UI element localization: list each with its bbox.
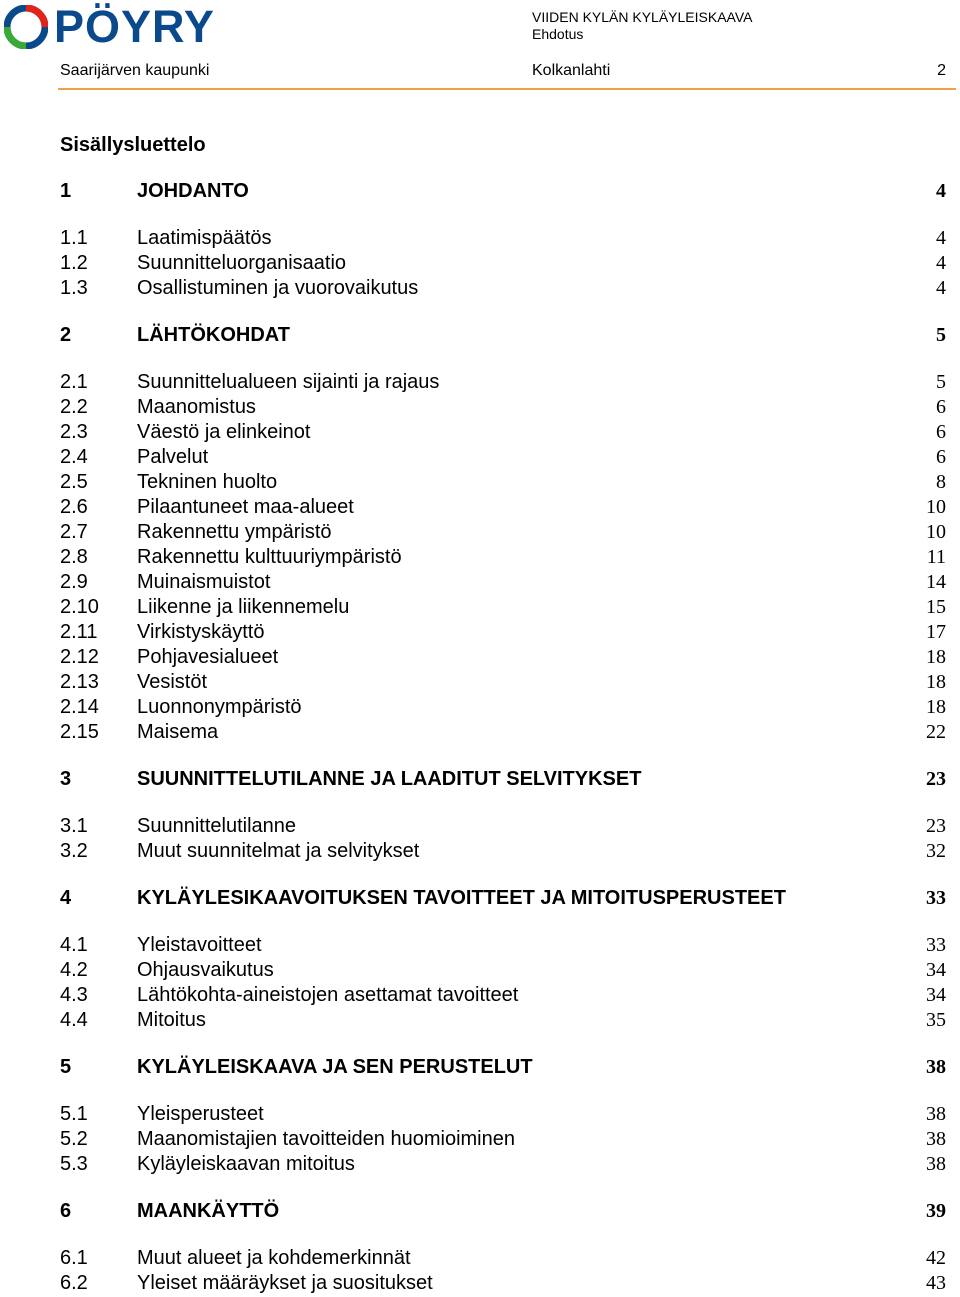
toc-entry-label: Suunnittelutilanne: [137, 815, 297, 837]
toc-entry-label: Maisema: [137, 721, 219, 743]
toc-chapter[interactable]: [60, 1055, 946, 1080]
toc-entry[interactable]: [60, 470, 946, 495]
toc-entry-number: 4.4: [60, 1009, 88, 1031]
toc-chapter[interactable]: [60, 179, 946, 204]
toc-entry-page: 33: [926, 887, 946, 909]
toc-entry-page: 23: [926, 768, 946, 790]
toc-entry[interactable]: [60, 370, 946, 395]
toc-entry-label: LÄHTÖKOHDAT: [137, 324, 290, 346]
toc-entry-label: Pohjavesialueet: [137, 646, 279, 668]
toc-entry-number: 1: [60, 180, 72, 202]
toc-entry[interactable]: [60, 933, 946, 958]
toc-entry-label: Yleistavoitteet: [137, 934, 262, 956]
toc-entry-number: 2.7: [60, 521, 88, 543]
toc-chapter[interactable]: [60, 767, 946, 792]
toc-entry-label: Suunnittelualueen sijainti ja rajaus: [137, 371, 440, 393]
toc-entry-number: 2.13: [60, 671, 99, 693]
toc-entry-page: 38: [926, 1153, 946, 1175]
toc-entry-label: Osallistuminen ja vuorovaikutus: [137, 277, 419, 299]
toc-entry-page: 38: [926, 1103, 946, 1125]
toc-entry-number: 2: [60, 324, 72, 346]
toc-entry-label: Ohjausvaikutus: [137, 959, 274, 981]
toc-entry-page: 17: [926, 621, 946, 643]
toc-entry[interactable]: [60, 595, 946, 620]
toc-entry-number: 2.3: [60, 421, 88, 443]
header-divider: [58, 88, 956, 90]
company-logo: [4, 1, 215, 52]
toc-entry-page: 8: [936, 471, 946, 493]
toc-entry[interactable]: [60, 1152, 946, 1177]
toc-entry-page: 6: [936, 421, 946, 443]
toc-entry-page: 35: [926, 1009, 946, 1031]
toc-entry-label: Mitoitus: [137, 1009, 206, 1031]
toc-entry-label: SUUNNITTELUTILANNE JA LAADITUT SELVITYKSET: [137, 768, 642, 790]
toc-entry-page: 32: [926, 840, 946, 862]
toc-entry-number: 1.2: [60, 252, 88, 274]
toc-entry-page: 18: [926, 646, 946, 668]
toc-entry[interactable]: [60, 620, 946, 645]
toc-entry-label: Luonnonympäristö: [137, 696, 302, 718]
toc-entry-number: 5.2: [60, 1128, 88, 1150]
toc-entry-page: 5: [936, 371, 946, 393]
toc-entry-number: 2.10: [60, 596, 99, 618]
toc-entry-number: 6: [60, 1200, 72, 1222]
toc-entry-page: 34: [926, 959, 946, 981]
toc-entry-page: 10: [926, 496, 946, 518]
toc-entry-label: Virkistyskäyttö: [137, 621, 265, 643]
toc-entry-label: KYLÄYLEISKAAVA JA SEN PERUSTELUT: [137, 1056, 533, 1078]
toc-entry-number: 2.8: [60, 546, 88, 568]
toc-entry-label: Muut suunnitelmat ja selvitykset: [137, 840, 420, 862]
toc-entry-page: 43: [926, 1272, 946, 1294]
toc-entry-label: Pilaantuneet maa-alueet: [137, 496, 354, 518]
toc-entry-label: KYLÄYLESIKAAVOITUKSEN TAVOITTEET JA MITOITUSPERUSTEET: [137, 887, 786, 909]
toc-entry-number: 2.5: [60, 471, 88, 493]
toc-entry-number: 5.1: [60, 1103, 88, 1125]
toc-entry[interactable]: [60, 395, 946, 420]
toc-entry-number: 4: [60, 887, 72, 909]
toc-entry-page: 10: [926, 521, 946, 543]
toc-entry-page: 11: [926, 546, 946, 568]
toc-entry-page: 14: [926, 571, 946, 593]
toc-entry-label: Suunnitteluorganisaatio: [137, 252, 347, 274]
toc-entry-page: 23: [926, 815, 946, 837]
toc-entry-label: Tekninen huolto: [137, 471, 278, 493]
toc-entry-number: 6.1: [60, 1247, 88, 1269]
toc-entry[interactable]: [60, 570, 946, 595]
toc-entry-label: Rakennettu ympäristö: [137, 521, 332, 543]
toc-entry-page: 34: [926, 984, 946, 1006]
page-number: 2: [937, 62, 946, 79]
toc-entry-page: 39: [926, 1200, 946, 1222]
toc-entry[interactable]: [60, 495, 946, 520]
toc-entry-page: 6: [936, 396, 946, 418]
toc-entry-label: Kyläyleiskaavan mitoitus: [137, 1153, 355, 1175]
toc-entry[interactable]: [60, 720, 946, 745]
village-name: Kolkanlahti: [532, 62, 611, 79]
toc-entry-page: 42: [926, 1247, 946, 1269]
toc-chapter[interactable]: [60, 1199, 946, 1224]
toc-entry-page: 18: [926, 671, 946, 693]
toc-entry[interactable]: [60, 670, 946, 695]
toc-entry-label: Vesistöt: [137, 671, 208, 693]
toc-entry-number: 2.15: [60, 721, 99, 743]
toc-entry-number: 3.1: [60, 815, 88, 837]
toc-entry-number: 2.12: [60, 646, 99, 668]
toc-entry-page: 38: [926, 1128, 946, 1150]
toc-entry-page: 5: [936, 324, 946, 346]
toc-entry-label: Yleiset määräykset ja suositukset: [137, 1272, 433, 1294]
toc-entry-page: 4: [936, 277, 946, 299]
municipality-name: Saarijärven kaupunki: [60, 62, 210, 79]
toc-entry-number: 5.3: [60, 1153, 88, 1175]
toc-entry[interactable]: [60, 226, 946, 251]
document-title: VIIDEN KYLÄN KYLÄYLEISKAAVA: [532, 9, 753, 25]
toc-entry-label: Laatimispäätös: [137, 227, 272, 249]
toc-entry-number: 2.2: [60, 396, 88, 418]
toc-entry-number: 2.11: [60, 621, 98, 643]
toc-entry[interactable]: [60, 1246, 946, 1271]
toc-chapter[interactable]: [60, 886, 946, 911]
toc-entry-page: 6: [936, 446, 946, 468]
toc-entry[interactable]: [60, 695, 946, 720]
toc-entry-label: Maanomistajien tavoitteiden huomioiminen: [137, 1128, 515, 1150]
toc-entry-page: 33: [926, 934, 946, 956]
toc-entry[interactable]: [60, 1008, 946, 1033]
poyry-logo-icon: [4, 5, 48, 49]
toc-entry-number: 4.1: [60, 934, 88, 956]
toc-entry-label: Väestö ja elinkeinot: [137, 421, 311, 443]
toc-entry-number: 4.3: [60, 984, 88, 1006]
toc-entry[interactable]: [60, 645, 946, 670]
toc-entry[interactable]: [60, 545, 946, 570]
toc-entry-number: 2.14: [60, 696, 99, 718]
toc-entry[interactable]: [60, 276, 946, 301]
toc-entry-page: 4: [936, 227, 946, 249]
logo-wordmark: PÖYRY: [54, 1, 215, 52]
toc-entry-number: 1.3: [60, 277, 88, 299]
toc-entry-page: 38: [926, 1056, 946, 1078]
toc-entry-label: Liikenne ja liikennemelu: [137, 596, 350, 618]
toc-entry-number: 3.2: [60, 840, 88, 862]
toc-entry-label: Lähtökohta-aineistojen asettamat tavoitteet: [137, 984, 519, 1006]
toc-entry[interactable]: [60, 251, 946, 276]
toc-entry-page: 22: [926, 721, 946, 743]
toc-entry[interactable]: [60, 983, 946, 1008]
toc-entry[interactable]: [60, 839, 946, 864]
toc-entry-label: Maanomistus: [137, 396, 256, 418]
toc-entry-number: 4.2: [60, 959, 88, 981]
toc-entry[interactable]: [60, 958, 946, 983]
toc-entry-label: Yleisperusteet: [137, 1103, 264, 1125]
toc-entry-label: Muut alueet ja kohdemerkinnät: [137, 1247, 411, 1269]
toc-entry-number: 2.9: [60, 571, 88, 593]
toc-entry-page: 15: [926, 596, 946, 618]
toc-entry-label: JOHDANTO: [137, 180, 249, 202]
toc-entry-number: 5: [60, 1056, 72, 1078]
toc-entry[interactable]: [60, 1102, 946, 1127]
toc-entry-number: 2.4: [60, 446, 88, 468]
toc-entry[interactable]: [60, 520, 946, 545]
document-status: Ehdotus: [532, 26, 584, 42]
toc-entry-label: MAANKÄYTTÖ: [137, 1200, 280, 1222]
toc-entry[interactable]: [60, 814, 946, 839]
toc-entry-number: 1.1: [60, 227, 88, 249]
toc-entry[interactable]: [60, 420, 946, 445]
toc-entry-page: 4: [936, 180, 946, 202]
toc-entry[interactable]: [60, 1271, 946, 1296]
toc-entry-label: Rakennettu kulttuuriympäristö: [137, 546, 402, 568]
toc-entry-number: 3: [60, 768, 72, 790]
toc-entry-page: 18: [926, 696, 946, 718]
toc-entry[interactable]: [60, 1127, 946, 1152]
toc-entry-number: 6.2: [60, 1272, 88, 1294]
toc-entry[interactable]: [60, 445, 946, 470]
toc-entry-label: Palvelut: [137, 446, 209, 468]
toc-entry-number: 2.1: [60, 371, 88, 393]
toc-entry-number: 2.6: [60, 496, 88, 518]
toc-entry-page: 4: [936, 252, 946, 274]
toc-chapter[interactable]: [60, 323, 946, 348]
toc-entry-label: Muinaismuistot: [137, 571, 271, 593]
toc-title: Sisällysluettelo: [60, 134, 206, 156]
